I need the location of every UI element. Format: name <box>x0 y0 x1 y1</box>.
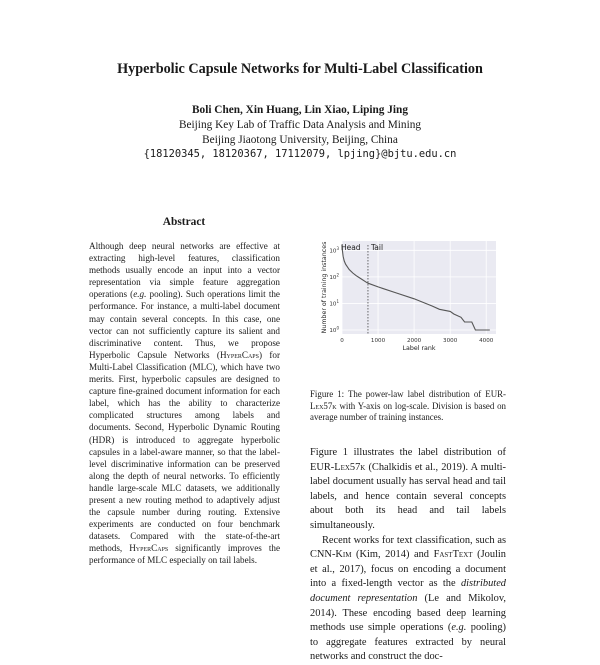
body-fasttext: FastText <box>433 549 473 561</box>
abstract-text-part: pooling). Such operations limit the performance. For instance, a multi-label document may contain several concepts. In this case, one vector can not sufficiently capture its salient and discriminative content. Thus, we propose Hyperbolic Capsule Networks ( <box>89 289 280 360</box>
caption-text: Figure 1: The power-law label distribution of <box>310 389 486 399</box>
author-list: Boli Chen, Xin Huang, Lin Xiao, Liping Jing <box>192 104 408 116</box>
abstract-text-part: Although deep neural networks are effective at extracting high-level features, classification methods usually encode an input into a vector representation via simple feature aggregation operations ( <box>89 241 280 300</box>
abstract-text-part: ) for Multi-Label Classification (MLC), which have two merits. First, hyperbolic capsules are designed to capture fine-grained document information for each label, which has the ability to characterize complicated structures among labels and documents. Second, Hyperbolic Dynamic Routing (HDR) is introduced to aggregate hyperbolic capsules in a label-aware manner, so that the label-level discriminative information can be preserved along the depth of neural networks. To efficiently handle large-scale MLC datasets, we additionally present a new routing method to adaptively adjust the capsule number during routing. Extensive experiments are conducted on four benchmark datasets. Compared with the state-of-the-art methods, <box>89 349 280 554</box>
abstract-text-part: significantly improves the performance of MLC especially on tail labels. <box>89 543 280 566</box>
x-axis-label: Label rank <box>402 345 436 352</box>
x-tick-label: 4000 <box>479 338 494 344</box>
abstract-hypercaps: HyperCaps <box>129 543 169 554</box>
figure-caption <box>310 389 506 424</box>
affiliation-lab: Beijing Key Lab of Traffic Data Analysis and Mining <box>178 119 422 131</box>
label-distribution-chart <box>304 232 504 382</box>
y-tick-label: $10^3$ <box>329 245 339 255</box>
x-tick-label: 2000 <box>406 338 422 344</box>
x-tick-label: 0 <box>340 338 344 344</box>
body-italic-term: distributed document representation <box>310 578 506 604</box>
y-tick-label: $10^0$ <box>329 325 339 335</box>
body-text-part: pooling) to aggregate features extracted by neural networks and construct the doc- <box>310 622 507 663</box>
abstract-eg: e.g. <box>133 289 147 300</box>
author-emails: {18120345, 18120367, 17112079, lpjing}@bjtu.edu.cn <box>143 148 457 160</box>
body-text-part: (Kim, 2014) and <box>351 549 434 561</box>
x-tick-label: 1000 <box>370 338 386 344</box>
abstract-heading: Abstract <box>162 216 206 228</box>
paper-title: Hyperbolic Capsule Networks for Multi-Label Classification <box>117 61 483 77</box>
head-annotation: Head <box>340 243 361 252</box>
body-paragraph-2 <box>310 534 506 665</box>
caption-dataset: EUR-Lex57k <box>310 389 506 411</box>
y-tick-label: $10^1$ <box>329 298 339 308</box>
x-tick-label: 3000 <box>443 338 458 344</box>
body-text-part: (Joulin et al., 2017), focus on encoding a document into a fixed-length vector as the <box>310 549 506 590</box>
body-text <box>310 446 506 665</box>
body-text-part: Figure 1 illustrates the label distribution of <box>310 447 506 458</box>
y-tick-label: $10^2$ <box>329 272 339 281</box>
body-cnn-kim: CNN-Kim <box>310 549 352 561</box>
body-eg: e.g. <box>451 622 467 634</box>
abstract-hypercaps: HyperCaps <box>219 349 259 360</box>
affiliation-university: Beijing Jiaotong University, Beijing, China <box>202 134 398 146</box>
y-axis-label: Number of training instances <box>321 241 328 334</box>
caption-text: with Y-axis on log-scale. Division is based on average number of training instances. <box>310 400 506 423</box>
abstract-text <box>89 240 280 567</box>
body-text-part: (Le and Mikolov, 2014). These encoding based deep learning methods use simple operations ( <box>310 592 506 634</box>
plot-area <box>342 241 496 334</box>
body-paragraph-1 <box>310 446 506 534</box>
body-text-part: (Chalkidis et al., 2019). A multi-label document usually has serval head and tail labels, and hence contain several concepts about both its head and tail labels simultaneously. <box>310 461 506 531</box>
body-dataset: EUR-Lex57k <box>310 461 366 473</box>
body-text-part: Recent works for text classification, such as <box>322 534 506 546</box>
tail-annotation: Tail <box>370 243 384 252</box>
